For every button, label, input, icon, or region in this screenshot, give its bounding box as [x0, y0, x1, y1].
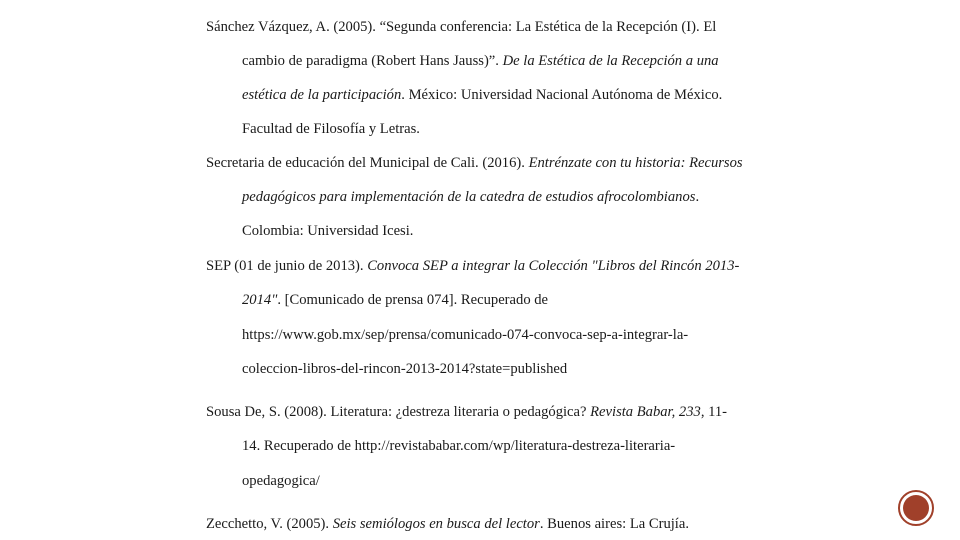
italic-text: pedagógicos para implementación de la catedra de estudios afrocolombianos [242, 189, 696, 205]
reference-2-line-2 [242, 188, 699, 206]
slide-number-badge [898, 490, 934, 526]
text-segment: . [Comunicado de prensa 074]. Recuperado de [277, 292, 549, 308]
reference-1-line-1 [206, 18, 716, 36]
text-segment: https://www.gob.mx/sep/prensa/comunicado-074-convoca-sep-a-integrar-la- [242, 327, 689, 343]
text-segment: Secretaria de educación del Municipal de Cali. (2016). [206, 155, 529, 171]
text-segment: Sánchez Vázquez, A. (2005). “Segunda conferencia: La Estética de la Recepción (I). El [206, 19, 717, 35]
slide-number-badge-inner [903, 495, 929, 521]
text-segment: coleccion-libros-del-rincon-2013-2014?state=published [242, 361, 568, 377]
italic-text: Entrénzate con tu historia: Recursos [528, 155, 743, 171]
text-segment: opedagogica/ [242, 473, 320, 489]
text-segment: cambio de paradigma (Robert Hans Jauss)”. [242, 53, 503, 69]
italic-text: Revista Babar, 233 [590, 404, 701, 420]
reference-2-line-3 [242, 222, 413, 240]
reference-1-line-4 [242, 120, 420, 138]
reference-4-line-3 [242, 472, 320, 490]
italic-text: De la Estética de la Recepción a una [502, 53, 719, 69]
text-segment: . [695, 189, 700, 205]
text-segment: 14. Recuperado de http://revistababar.com/wp/literatura-destreza-literaria- [242, 438, 676, 454]
text-segment: . México: Universidad Nacional Autónoma de México. [401, 87, 723, 103]
reference-3-line-2 [242, 291, 548, 309]
reference-3-line-1 [206, 257, 739, 275]
reference-1-line-2 [242, 52, 719, 70]
italic-text: Seis semiólogos en busca del lector [332, 516, 540, 532]
reference-3-line-4 [242, 360, 567, 378]
text-segment: , 11- [700, 404, 728, 420]
reference-2-line-1 [206, 154, 743, 172]
reference-5-line-1 [206, 515, 689, 533]
reference-4-line-2 [242, 437, 675, 455]
text-segment: Zecchetto, V. (2005). [206, 516, 333, 532]
italic-text: estética de la participación [242, 87, 402, 103]
reference-4-line-1 [206, 403, 727, 421]
text-segment: . Buenos aires: La Crujía. [539, 516, 689, 532]
italic-text: 2014" [242, 292, 278, 308]
text-segment: SEP (01 de junio de 2013). [206, 258, 368, 274]
italic-text: Convoca SEP a integrar la Colección "Libros del Rincón 2013- [367, 258, 740, 274]
reference-1-line-3 [242, 86, 722, 104]
text-segment: Colombia: Universidad Icesi. [242, 223, 414, 239]
text-segment: Sousa De, S. (2008). Literatura: ¿destreza literaria o pedagógica? [206, 404, 591, 420]
reference-3-line-3 [242, 326, 688, 344]
text-segment: Facultad de Filosofía y Letras. [242, 121, 420, 137]
